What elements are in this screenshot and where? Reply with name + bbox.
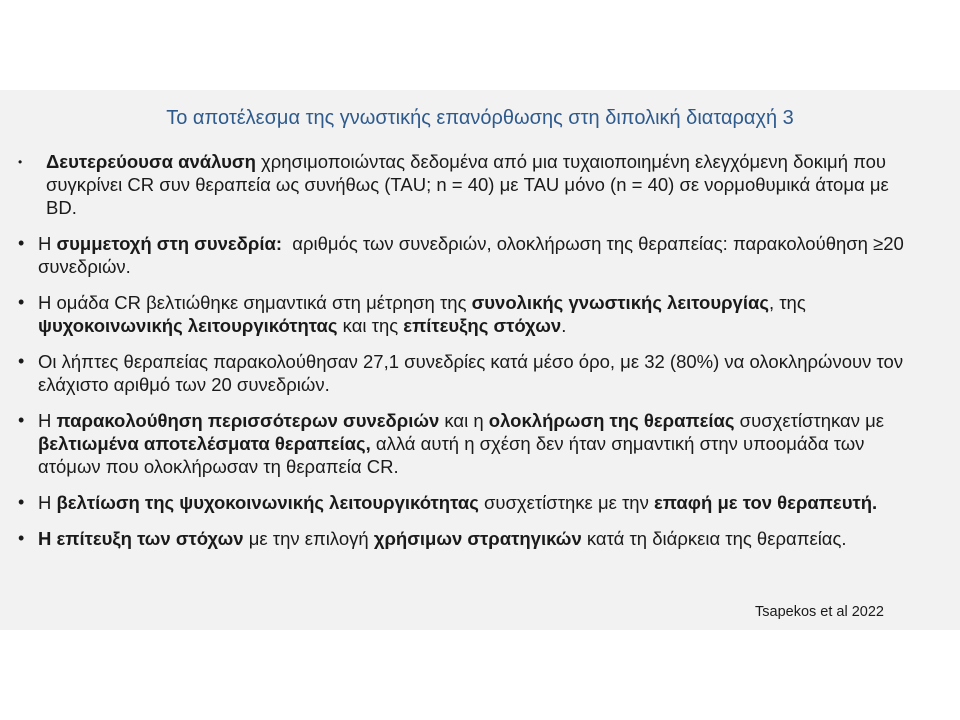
bullet-5-text-2: συσχετίστηκαν με	[734, 410, 885, 431]
bullet-6-bold-2: επαφή με τον θεραπευτή.	[653, 492, 878, 513]
bullet-item-4	[18, 350, 918, 396]
bullet-7-bold-2: χρήσιμων στρατηγικών	[373, 528, 582, 549]
bullet-6-bold-1: βελτίωση της ψυχοκοινωνικής λειτουργικότητας	[56, 492, 479, 513]
bullet-list	[18, 150, 918, 563]
bullet-4-text-0: Οι λήπτες θεραπείας παρακολούθησαν 27,1 συνεδρίες κατά μέσο όρο, με 32 (80%) να ολοκληρώνουν τον ελάχιστο αριθμό των 20 συνεδριών.	[38, 351, 904, 395]
bullet-2-text-0: Η	[38, 233, 57, 254]
bullet-item-7	[18, 527, 918, 550]
bullet-7-bold-1: Η επίτευξη των στόχων	[38, 528, 244, 549]
bullet-dot-icon: •	[18, 292, 25, 312]
bullet-5-text-3: αλλά αυτή η σχέση δεν ήταν σημαντική στην υποομάδα των ατόμων που ολοκλήρωσαν τη θεραπεία CR.	[38, 433, 865, 477]
bullet-item-3	[18, 291, 918, 337]
bullet-6-text-1: συσχετίστηκε με την	[478, 492, 654, 513]
bullet-item-6	[18, 491, 918, 514]
bullet-6-text-0: Η	[38, 492, 57, 513]
bullet-dot-icon: •	[18, 492, 25, 512]
bullet-7-text-1: με την επιλογή	[243, 528, 374, 549]
bullet-2-text-1: αριθμός των συνεδριών, ολοκλήρωση της θεραπείας: παρακολούθηση ≥20 συνεδριών.	[38, 233, 909, 277]
bullet-3-text-1: , της	[768, 292, 806, 313]
bullet-item-5	[18, 409, 918, 478]
bullet-dot-icon: •	[18, 155, 23, 169]
bullet-1-bold-1: Δευτερεύουσα ανάλυση	[46, 151, 256, 172]
bullet-5-bold-2: ολοκλήρωση της θεραπείας	[488, 410, 735, 431]
bullet-3-text-0: Η ομάδα CR βελτιώθηκε σημαντικά στη μέτρηση της	[38, 292, 472, 313]
bullet-1-text-1: χρησιμοποιώντας δεδομένα από μια τυχαιοποιημένη ελεγχόμενη δοκιμή που συγκρίνει CR συν θεραπεία ως συνήθως (TAU; n = 40) με TAU μόνο (n = 40) σε νορμοθυμικά άτομα με BD.	[46, 151, 889, 218]
slide-title: Το αποτέλεσμα της γνωστικής επανόρθωσης στη διπολική διαταραχή 3	[166, 107, 794, 129]
bullet-2-bold-1: συμμετοχή στη συνεδρία:	[56, 233, 282, 254]
bullet-5-text-1: και η	[439, 410, 489, 431]
bullet-item-1	[18, 150, 918, 219]
bullet-3-text-2: και της	[337, 315, 404, 336]
bullet-3-bold-3: επίτευξης στόχων	[403, 315, 562, 336]
bullet-5-text-0: Η	[38, 410, 57, 431]
bullet-dot-icon: •	[18, 233, 25, 253]
bullet-5-bold-1: παρακολούθηση περισσότερων συνεδριών	[56, 410, 440, 431]
bullet-3-bold-2: ψυχοκοινωνικής λειτουργικότητας	[38, 315, 338, 336]
bullet-7-text-2: κατά τη διάρκεια της θεραπείας.	[581, 528, 847, 549]
bullet-dot-icon: •	[18, 528, 25, 548]
citation: Tsapekos et al 2022	[755, 604, 884, 620]
bullet-5-bold-3: βελτιωμένα αποτελέσματα θεραπείας,	[38, 433, 371, 454]
bullet-item-2	[18, 232, 918, 278]
bullet-3-text-3: .	[561, 315, 567, 336]
bullet-dot-icon: •	[18, 351, 25, 371]
bullet-3-bold-1: συνολικής γνωστικής λειτουργίας	[471, 292, 769, 313]
bullet-dot-icon: •	[18, 410, 25, 430]
